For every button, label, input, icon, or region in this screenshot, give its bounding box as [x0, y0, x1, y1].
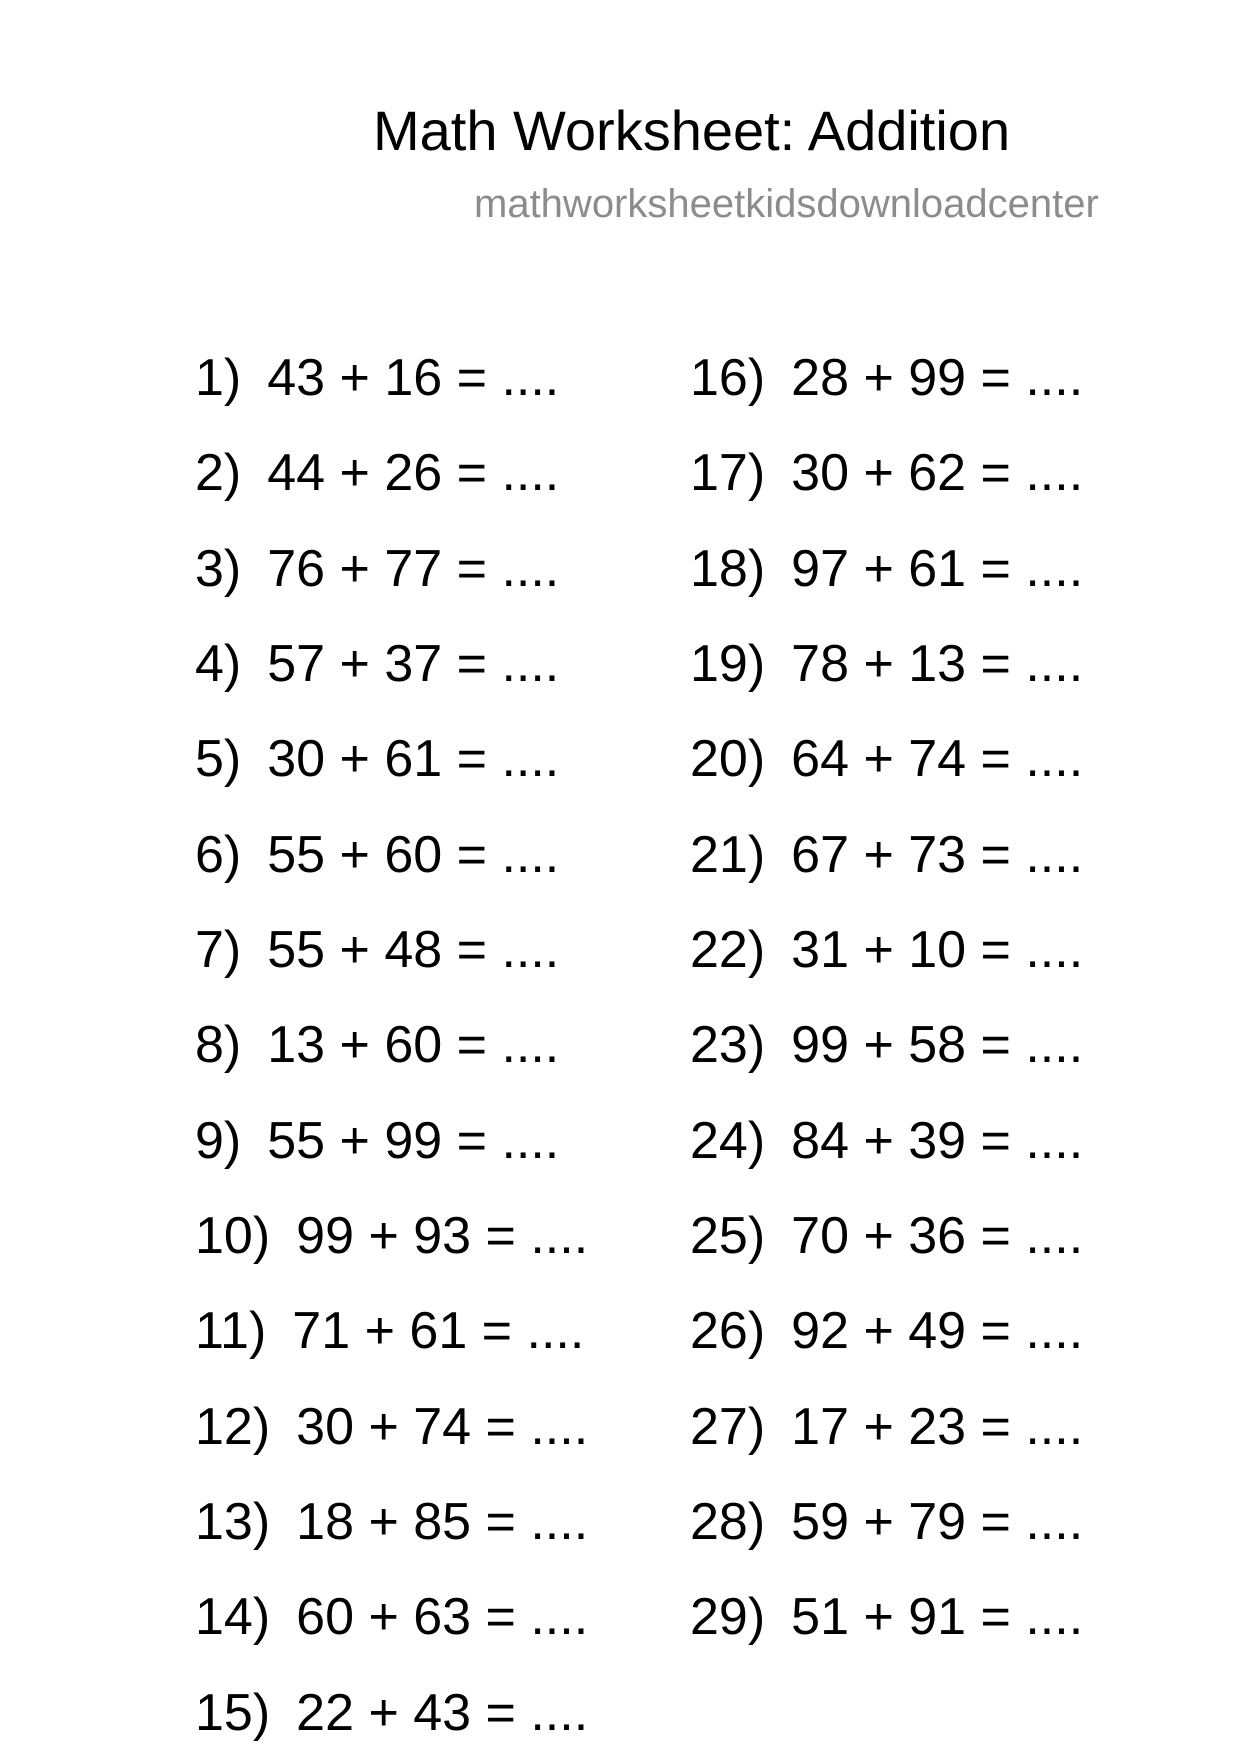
- problem-row: [690, 730, 1084, 788]
- problem-expression: 51 + 91 = ....: [791, 1588, 1084, 1646]
- problem-number: 10): [195, 1207, 271, 1265]
- problem-row: [195, 826, 560, 884]
- problem-row: [195, 1398, 589, 1456]
- problem-row: [195, 540, 560, 598]
- problem-expression: 30 + 61 = ....: [267, 730, 560, 788]
- problem-number: 17): [690, 444, 766, 502]
- problem-number: 14): [195, 1588, 271, 1646]
- problem-expression: 30 + 62 = ....: [791, 444, 1084, 502]
- problem-row: [195, 444, 560, 502]
- problem-number: 27): [690, 1398, 766, 1456]
- problem-number: 16): [690, 349, 766, 407]
- problem-expression: 22 + 43 = ....: [296, 1684, 589, 1742]
- problem-number: 9): [195, 1112, 242, 1170]
- problem-expression: 30 + 74 = ....: [296, 1398, 589, 1456]
- problem-expression: 13 + 60 = ....: [267, 1016, 560, 1074]
- problem-number: 29): [690, 1588, 766, 1646]
- problem-row: [690, 826, 1084, 884]
- problem-row: [195, 1112, 560, 1170]
- problem-number: 4): [195, 635, 242, 693]
- page-title: Math Worksheet: Addition: [373, 99, 1011, 162]
- problem-number: 19): [690, 635, 766, 693]
- problem-number: 28): [690, 1493, 766, 1551]
- problem-number: 3): [195, 540, 242, 598]
- problem-number: 2): [195, 444, 242, 502]
- problem-number: 5): [195, 730, 242, 788]
- problem-row: [195, 1493, 589, 1551]
- problem-expression: 64 + 74 = ....: [791, 730, 1084, 788]
- problem-expression: 60 + 63 = ....: [296, 1588, 589, 1646]
- problem-expression: 55 + 48 = ....: [267, 921, 560, 979]
- problem-number: 1): [195, 349, 242, 407]
- problem-row: [690, 635, 1084, 693]
- problem-expression: 55 + 99 = ....: [267, 1112, 560, 1170]
- problem-row: [690, 1207, 1084, 1265]
- problem-number: 18): [690, 540, 766, 598]
- problem-expression: 55 + 60 = ....: [267, 826, 560, 884]
- problem-expression: 99 + 93 = ....: [296, 1207, 589, 1265]
- problem-number: 6): [195, 826, 242, 884]
- problem-number: 23): [690, 1016, 766, 1074]
- problem-row: [195, 921, 560, 979]
- problem-row: [690, 1112, 1084, 1170]
- problem-number: 21): [690, 826, 766, 884]
- problem-number: 12): [195, 1398, 271, 1456]
- problem-row: [195, 1588, 589, 1646]
- problem-number: 7): [195, 921, 242, 979]
- problem-expression: 59 + 79 = ....: [791, 1493, 1084, 1551]
- problem-number: 13): [195, 1493, 271, 1551]
- problem-number: 26): [690, 1302, 766, 1360]
- problem-expression: 28 + 99 = ....: [791, 349, 1084, 407]
- problem-expression: 70 + 36 = ....: [791, 1207, 1084, 1265]
- problem-row: [690, 444, 1084, 502]
- problem-number: 22): [690, 921, 766, 979]
- problem-row: [690, 1016, 1084, 1074]
- problem-row: [195, 635, 560, 693]
- problem-row: [195, 1016, 560, 1074]
- page-subtitle: mathworksheetkidsdownloadcenter: [474, 182, 1099, 226]
- problem-row: [690, 1398, 1084, 1456]
- problem-expression: 31 + 10 = ....: [791, 921, 1084, 979]
- problem-expression: 67 + 73 = ....: [791, 826, 1084, 884]
- problem-number: 8): [195, 1016, 242, 1074]
- problem-expression: 99 + 58 = ....: [791, 1016, 1084, 1074]
- problem-row: [690, 921, 1084, 979]
- problem-row: [195, 1302, 585, 1360]
- problem-expression: 18 + 85 = ....: [296, 1493, 589, 1551]
- problem-expression: 43 + 16 = ....: [267, 349, 560, 407]
- problem-row: [195, 1684, 589, 1742]
- problem-expression: 44 + 26 = ....: [267, 444, 560, 502]
- problem-row: [690, 349, 1084, 407]
- problem-expression: 78 + 13 = ....: [791, 635, 1084, 693]
- problem-row: [195, 730, 560, 788]
- problem-row: [690, 1302, 1084, 1360]
- problem-expression: 71 + 61 = ....: [292, 1302, 585, 1360]
- problem-number: 25): [690, 1207, 766, 1265]
- problem-expression: 97 + 61 = ....: [791, 540, 1084, 598]
- problem-number: 20): [690, 730, 766, 788]
- problem-number: 11): [195, 1302, 267, 1360]
- problem-row: [195, 349, 560, 407]
- problem-row: [690, 540, 1084, 598]
- problem-number: 15): [195, 1684, 271, 1742]
- problem-number: 24): [690, 1112, 766, 1170]
- problem-expression: 92 + 49 = ....: [791, 1302, 1084, 1360]
- problem-row: [195, 1207, 589, 1265]
- problem-expression: 84 + 39 = ....: [791, 1112, 1084, 1170]
- problem-expression: 76 + 77 = ....: [267, 540, 560, 598]
- problem-row: [690, 1493, 1084, 1551]
- problem-expression: 57 + 37 = ....: [267, 635, 560, 693]
- problem-expression: 17 + 23 = ....: [791, 1398, 1084, 1456]
- problem-row: [690, 1588, 1084, 1646]
